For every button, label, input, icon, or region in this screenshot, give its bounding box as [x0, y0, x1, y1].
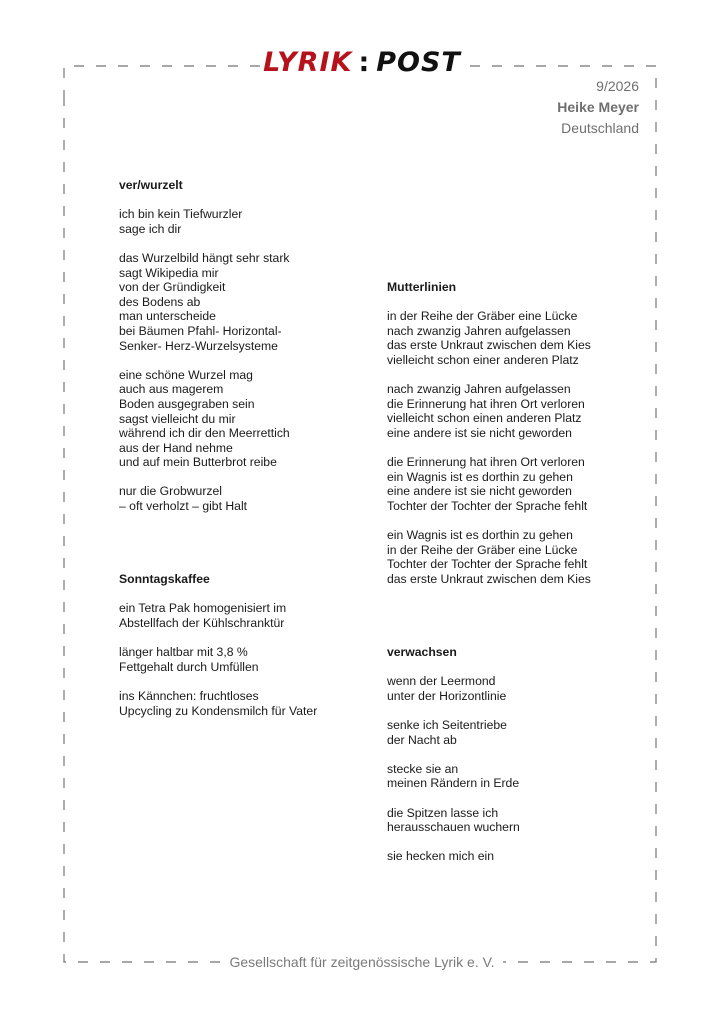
poem-line: Upcycling zu Kondensmilch für Vater — [119, 703, 318, 718]
poem-line: die Spitzen lasse ich — [387, 805, 499, 820]
poem-line: sagt Wikipedia mir — [119, 265, 219, 280]
poem-line: eine andere ist sie nicht geworden — [387, 484, 572, 499]
poem-line: in der Reihe der Gräber eine Lücke — [387, 542, 578, 557]
stanza — [119, 484, 359, 513]
poem-line: das Wurzelbild hängt sehr stark — [119, 250, 290, 265]
poem-title: Mutterlinien — [387, 280, 457, 294]
poem-line: eine schöne Wurzel mag — [119, 367, 253, 382]
poem-line: vielleicht schon einen anderen Platz — [387, 411, 582, 426]
poem-line: von der Gründigkeit — [119, 280, 226, 295]
lyrik-post-logo — [262, 42, 462, 82]
poem-line: aus der Hand nehme — [119, 440, 233, 455]
issue-number: 9/2026 — [596, 78, 639, 94]
stanza — [119, 645, 359, 674]
footer — [0, 953, 724, 972]
poem-line: sagst vielleicht du mir — [119, 411, 236, 426]
poem-line: das erste Unkraut zwischen dem Kies — [387, 571, 591, 586]
stanza — [119, 207, 359, 236]
poem-line: Boden ausgegraben sein — [119, 396, 255, 411]
poem-line: das erste Unkraut zwischen dem Kies — [387, 338, 591, 353]
poem-line: während ich dir den Meerrettich — [119, 426, 290, 441]
poem-line: nach zwanzig Jahren aufgelassen — [387, 323, 571, 338]
poem-line: die Erinnerung hat ihren Ort verloren — [387, 455, 585, 470]
poem-line: ins Kännchen: fruchtloses — [119, 689, 259, 703]
poem-mutterlinien — [387, 280, 637, 586]
author-country: Deutschland — [561, 120, 639, 136]
poem-line: sage ich dir — [119, 221, 182, 236]
stanza — [387, 674, 637, 703]
stanza — [387, 309, 637, 367]
poem-line: sie hecken mich ein — [387, 849, 495, 864]
poem-line: Abstellfach der Kühlschranktür — [119, 616, 285, 631]
stanza — [119, 251, 359, 353]
stanza — [387, 762, 637, 791]
poem-line: in der Reihe der Gräber eine Lücke — [387, 309, 578, 324]
poem-line: ein Tetra Pak homogenisiert im — [119, 601, 287, 616]
poem-title: verwachsen — [387, 645, 457, 660]
poem-line: Tochter der Tochter der Sprache fehlt — [387, 498, 588, 513]
stanza — [387, 849, 637, 864]
poem-title: ver/wurzelt — [119, 178, 183, 192]
poem-line: Senker- Herz-Wurzelsysteme — [119, 338, 278, 353]
poem-verwachsen — [387, 645, 637, 864]
poem-line: herausschauen wuchern — [387, 820, 520, 835]
poem-line: unter der Horizontlinie — [387, 688, 507, 703]
stanza — [387, 718, 637, 747]
poem-line: und auf mein Butterbrot reibe — [119, 455, 277, 470]
poem-line: ein Wagnis ist es dorthin zu gehen — [387, 469, 573, 484]
poem-line: – oft verholzt – gibt Halt — [119, 499, 248, 514]
poem-title: Sonntagskaffee — [119, 572, 210, 587]
poem-line: der Nacht ab — [387, 732, 457, 747]
stanza — [387, 455, 637, 513]
stanza — [387, 382, 637, 440]
logo-separator: : — [358, 46, 371, 78]
poem-line: man unterscheide — [119, 309, 216, 324]
stanza — [387, 806, 637, 835]
poem-spacer — [387, 601, 637, 645]
author-name: Heike Meyer — [557, 99, 639, 115]
poem-line: Tochter der Tochter der Sprache fehlt — [387, 557, 588, 572]
poem-line: nach zwanzig Jahren aufgelassen — [387, 382, 571, 397]
poem-ver-wurzelt — [119, 178, 359, 514]
stanza — [119, 689, 359, 718]
logo-word-lyrik: LYRIK — [263, 46, 353, 78]
poem-line: Fettgehalt durch Umfüllen — [119, 659, 259, 674]
poem-sonntagskaffee — [119, 572, 359, 718]
poem-line: des Bodens ab — [119, 294, 201, 309]
poem-line: wenn der Leermond — [387, 674, 496, 689]
right-column — [387, 280, 637, 879]
issue-meta — [557, 76, 639, 139]
poem-line: bei Bäumen Pfahl- Horizontal- — [119, 323, 282, 338]
poem-line: länger haltbar mit 3,8 % — [119, 645, 248, 660]
poem-spacer — [119, 528, 359, 572]
poem-line: eine andere ist sie nicht geworden — [387, 425, 572, 440]
poem-line: stecke sie an — [387, 761, 459, 776]
poem-line: nur die Grobwurzel — [119, 484, 222, 499]
stanza — [387, 528, 637, 586]
poem-line: vielleicht schon einer anderen Platz — [387, 352, 579, 367]
logo-word-post: POST — [376, 46, 461, 78]
poem-line: senke ich Seitentriebe — [387, 718, 507, 733]
stanza — [119, 601, 359, 630]
footer-society-name: Gesellschaft für zeitgenössische Lyrik e. V. — [221, 953, 502, 971]
poem-line: ich bin kein Tiefwurzler — [119, 207, 243, 222]
left-column — [119, 178, 359, 733]
poem-line: auch aus magerem — [119, 382, 224, 397]
poem-line: ein Wagnis ist es dorthin zu gehen — [387, 528, 573, 543]
poem-line: meinen Rändern in Erde — [387, 776, 520, 791]
poem-line: die Erinnerung hat ihren Ort verloren — [387, 396, 585, 411]
stanza — [119, 368, 359, 470]
